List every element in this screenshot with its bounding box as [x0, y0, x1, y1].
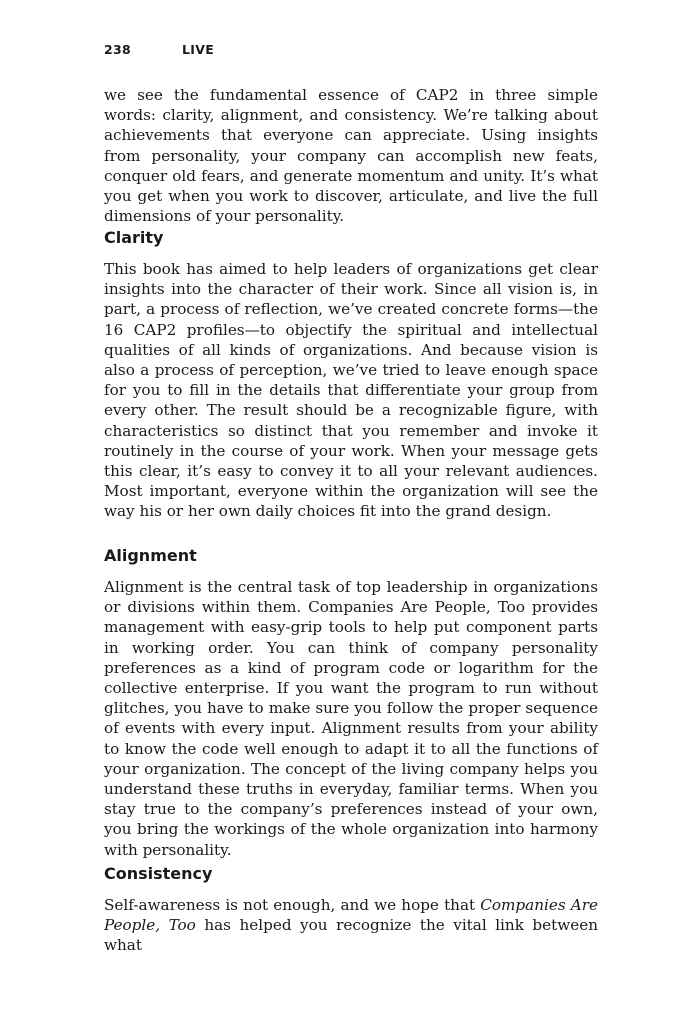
consistency-text-end: has helped you recognize the vital link between what: [104, 916, 598, 955]
clarity-paragraph: This book has aimed to help leaders of organizations get clear insights into the character of their work. Since all vision is, in part, a process of reflection, we’ve created concrete forms—the 16 CAP2 profiles—to objectify the spiritual and intellectual qualities of all kinds of organizations. And because vision is also a process of perception, we’ve tried to leave enough space for you to fill in the details that differentiate your group from every other. The result should be a recognizable figure, with characteristics so distinct that you remember and invoke it routinely in the course of your work. When your message gets this clear, it’s easy to convey it to all your relevant audiences. Most important, everyone within the organization will see the way his or her own daily choices fit into the grand design.: [104, 260, 598, 521]
section-heading-consistency: Consistency: [104, 864, 213, 883]
page-number: 238: [104, 42, 131, 57]
running-head: [104, 42, 214, 57]
section-heading-clarity: Clarity: [104, 228, 164, 247]
alignment-paragraph: Alignment is the central task of top leadership in organizations or divisions within them. Companies Are People, Too provides management with easy-grip tools to help put component parts in working order. You can think of company personality preferences as a kind of program code or logarithm for the collective enterprise. If you want the program to run without glitches, you have to make sure you follow the proper sequence of events with every input. Alignment results from your ability to know the code well enough to adapt it to all the functions of your organization. The concept of the living company helps you understand these truths in everyday, familiar terms. When you stay true to the company’s preferences instead of your own, you bring the workings of the whole organization into harmony with personality.: [104, 578, 598, 859]
section-heading-alignment: Alignment: [104, 546, 197, 565]
consistency-text-start: Self-awareness is not enough, and we hope that: [104, 896, 481, 914]
consistency-paragraph: [104, 895, 598, 956]
running-title: LIVE: [182, 42, 215, 57]
intro-paragraph: we see the fundamental essence of CAP2 in three simple words: clarity, alignment, and consistency. We’re talking about achievements that everyone can appreciate. Using insights from personality, your company can accomplish new feats, conquer old fears, and generate momentum and unity. It’s what you get when you work to discover, articulate, and live the full dimensions of your personality.: [104, 86, 598, 226]
book-title-italic: Companies Are People, Too: [104, 896, 598, 935]
